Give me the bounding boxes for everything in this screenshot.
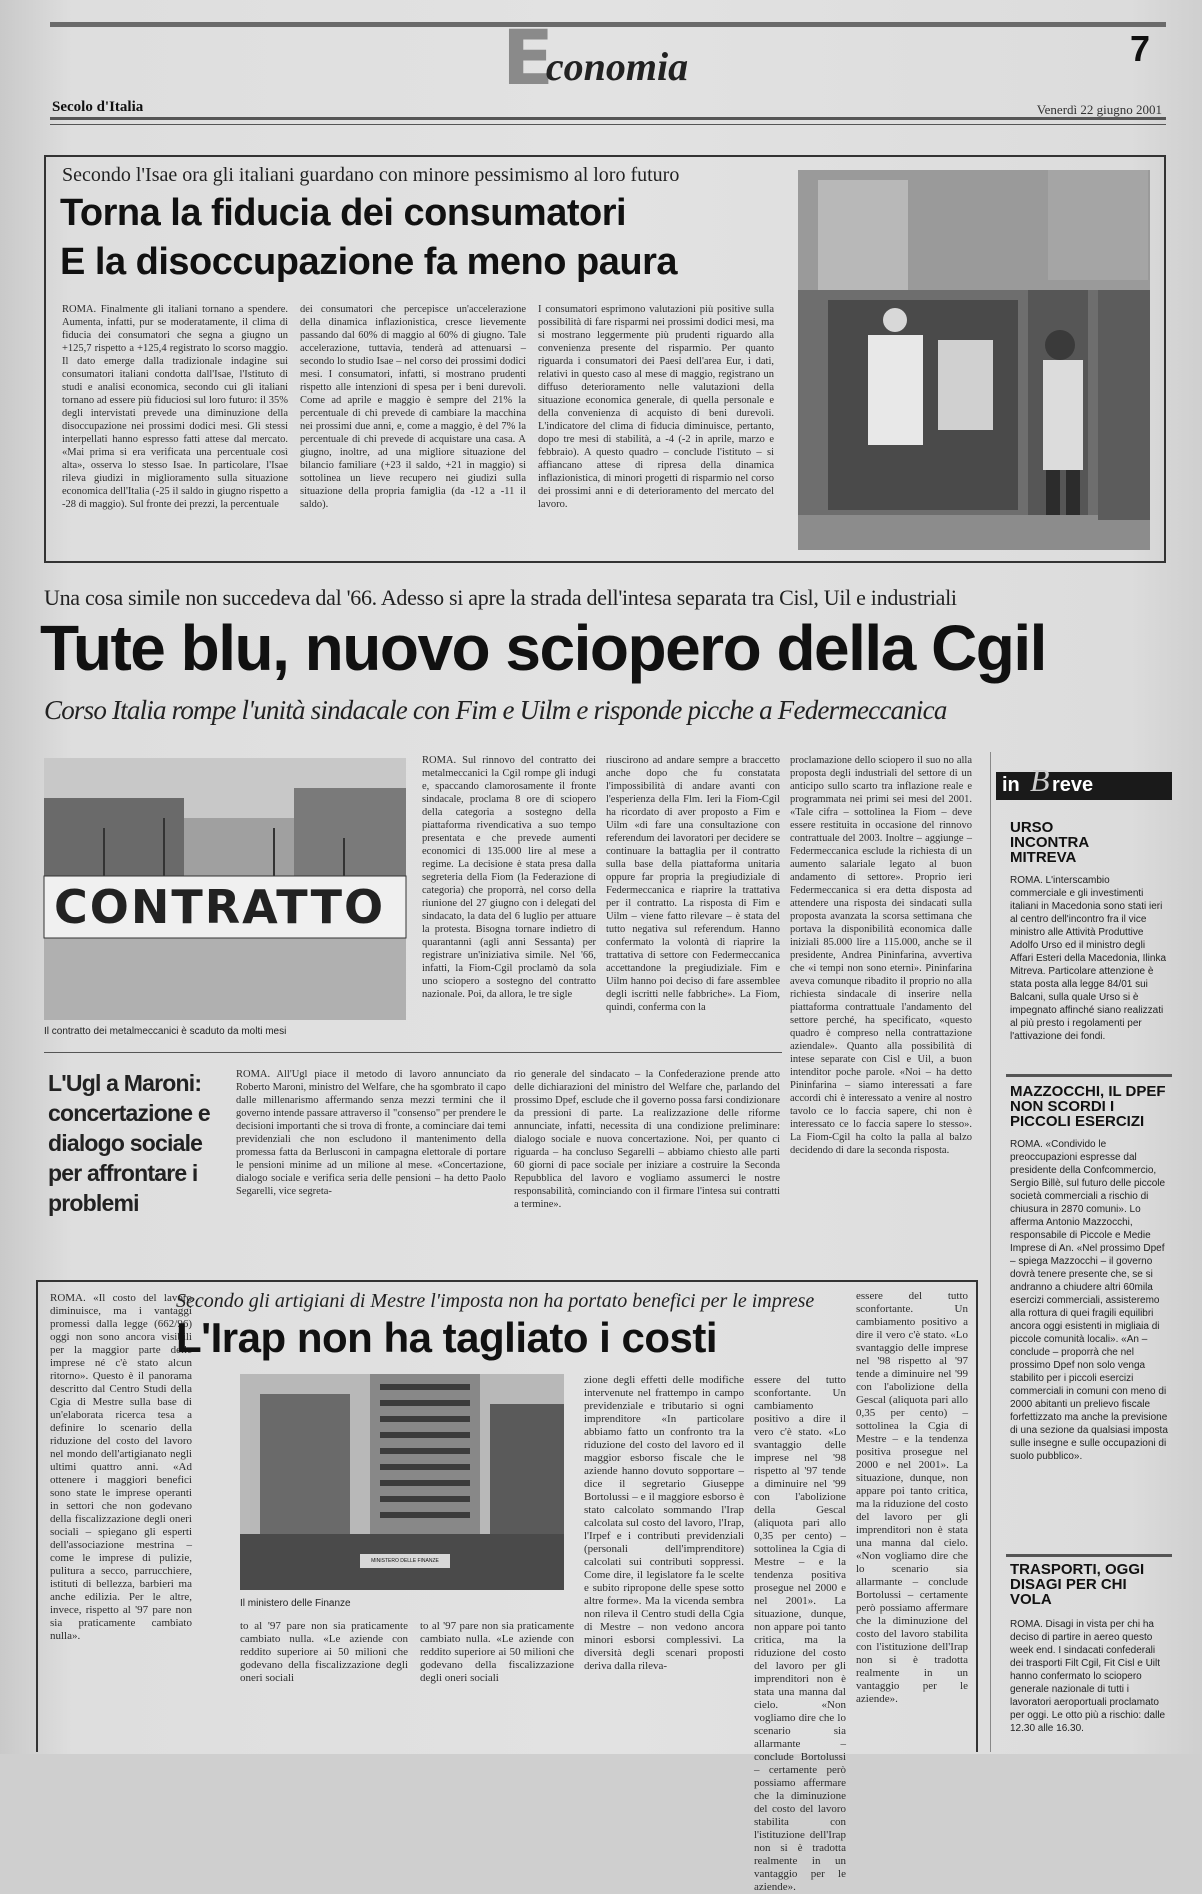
story1-headline-1: Torna la fiducia dei consumatori: [60, 192, 627, 234]
story1-kicker: Secondo l'Isae ora gli italiani guardano con minore pessimismo al loro futuro: [62, 164, 680, 186]
story2-column-3: proclamazione dello sciopero il suo no alla proposta degli industriali del settore di un anticipo sullo scarto tra inflazione reale e programmata nei primi sei mesi del 2001. «Tale cifra – sottolinea la Fiom – deve essere restituita in occasione del rinnovo contrattuale del 2003. Inoltre – aggiunge – Federmeccanica esclude la richiesta di un aumento salariale legato al buon andamento di settore». Proprio ieri Federmeccanica si era detta disposta ad attendere una risposta dei sindacati sulla proposta avanzata la scorsa settimana che portava la disponibilità economica dalle iniziali 85.000 lire a 115.000, anche se il presidente, Andrea Pininfarina, avvertiva che «i tempi non sono eterni». Pininfarina aveva comunque ribadito il proprio no alla richiesta sindacale di inserire nella piattaforma contrattuale l'andamento del settore perché, ha specificato, «questo quadro è compreso nella contrattazione aziendale». Quanto alla possibilità di intese separate con Cisl e Uil, a buon intenditor poche parole. «Noi – ha detto Pininfarina – siamo interessati a fare accordi chi è interessato a venire al nostro tavolo ce lo faccia sapere, chi non è interessato ce lo faccia sapere lo stesso». La Fiom-Cgil ha colto la palla al balzo decidendo di dare la seconda risposta.: [790, 755, 972, 1156]
story4-kicker: Secondo gli artigiani di Mestre l'imposta non ha portato benefici per le imprese: [176, 1290, 815, 1312]
story1-column-3: I consumatori esprimono valutazioni più positive sulla possibilità di fare risparmi nei prossimi dodici mesi, ma si mostrano leggermente più prudenti riguardo alla convenienza presente del risparmio. Per quanto riguarda i consumatori dei Paesi dell'area Eur, i dati, relativi in questo caso al mese di maggio, registrano un diffuso deterioramento nelle valutazioni della situazione economica generale, di quella personale e della convenienza di acquisto di beni durevoli. L'indicatore del clima di fiducia diminuisce, pertanto, dopo tre mesi di stabilità, a -4 (-2 in aprile, marzo e febbraio). A questo quadro – conclude l'istituto – si affiancano attese di ripresa della dinamica inflazionistica, di minori progetti di risparmio nel corso dei prossimi anni e di deterioramento del mercato del lavoro.: [538, 304, 774, 510]
shop-window-photo: [798, 170, 1150, 550]
brevi-left-rule: [990, 752, 991, 1752]
brevi-item-1-body: ROMA. L'interscambio commerciale e gli investimenti italiani in Macedonia sono stati ieri al centro dell'incontro fra il vice ministro alle Attività Produttive Adolfo Urso ed il ministro degli Affari Esteri della Macedonia, Ilinka Mitreva. Particolare attenzione è stata posta alla legge 84/01 sui Balcani, sulla quale Urso si è impegnato affinché siano realizzati al più presto i regolamenti per l'attivazione dei fondi.: [1010, 875, 1167, 1042]
story4-headline: L'Irap non ha tagliato i costi: [176, 1314, 718, 1361]
story2-headline: Tute blu, nuovo sciopero della Cgil: [40, 612, 1046, 684]
story1-column-1: ROMA. Finalmente gli italiani tornano a spendere. Aumenta, infatti, pur se moderatamente, il clima di fiducia dei consumatori che segna a giugno un +125,7 rispetto a +125,4 registrato lo scorso maggio. Il dato emerge dalla tradizionale indagine sui consumatori italiani condotta dall'Isae, l'Istituto di studi e analisi economica, secondo cui gli italiani tornano ad essere più fiduciosi sul loro futuro: il 35% degli intervistati prevede una diminuzione della disoccupazione nei prossimi dodici mesi. Gli stessi interpellati hanno espresso fatti attese dal mercato. «Mai prima si era verificata una percentuale così alta», osserva lo stesso Isae. In particolare, l'Isae rileva giudizi in miglioramento sulla situazione economica dell'Italia (-25 il saldo in giugno rispetto a -28 di maggio). Sul fronte dei prezzi, la percentuale: [62, 304, 288, 510]
brevi-item-1-headline: URSO INCONTRA MITREVA: [1010, 819, 1089, 866]
story3-column-1: ROMA. All'Ugl piace il metodo di lavoro annunciato da Roberto Maroni, ministro del Welfare, che ha sgombrato il capo dalle millenarismo affermando senza mezzi termini che il governo intende passare attraverso il "consenso" per prendere le decisioni importanti che si trova di fronte, a cominciare dai temi previdenziali che non escludono il mantenimento della promessa fatta da Berlusconi in campagna elettorale di portare le pensioni minime ad un milione al mese. «Concertazione, dialogo sociale e verifica seria delle pensioni – ha detto Paolo Segarelli, vice segreta-: [236, 1069, 506, 1197]
protest-banner-text: CONTRATTO: [54, 880, 386, 934]
story4-column-c: essere del tutto sconfortante. Un cambiamento positivo a dire il vero c'è stato. «Lo svantaggio delle imprese nel '98 rispetto al '97 tende a diminuire nel '99 con l'abolizione della Gescal (aliquota pari allo 0,35 per cento) – sottolinea la Cgia di Mestre – e la tendenza positiva prosegue nel 2000 e nel 2001». La situazione, dunque, non appare poi tanto critica, ma la riduzione del costo del lavoro per gli imprenditori non è stata una manna dal cielo. «Non vogliamo dire che lo scenario sia allarmante – conclude Bortolussi – certamente però possiamo affermare che la diminuzione del costo del lavoro stabilita con l'istituzione dell'Irap non si è tradotta realmente in un vantaggio per le aziende».: [856, 1290, 968, 1705]
brevi-item-3-body: ROMA. Disagi in vista per chi ha deciso di partire in aereo questo week end. I sindacati confederali dei trasporti Filt Cgil, Fit Cisl e Uilt hanno confermato lo sciopero generale nazionale di tutti i lavoratori aeroportuali proclamato per oggi. Le otto più a rischio: dalle 12.30 alle 16.30.: [1010, 1619, 1166, 1734]
brevi-item-3-headline: TRASPORTI, OGGI DISAGI PER CHI VOLA: [1010, 1561, 1145, 1608]
story2-column-1: ROMA. Sul rinnovo del contratto dei metalmeccanici la Cgil rompe gli indugi e, spaccando clamorosamente il fronte sindacale, proclama 8 ore di sciopero della categoria a sostegno della piattaforma rivendicativa a suo tempo presentata e che prevede aumenti economici di 135.000 lire al mese a regime. La decisione è stata presa dalla segreteria della Fiom (la Federazione di categoria) che proporrà, nel corso della riunione del 27 giugno con i delegati del sindacato, la data del 6 luglio per attuare la protesta. Bisogna tornare indietro di quarantanni (agli anni Sessanta) per registrare un'iniziativa simile. Nel '66, infatti, la Fiom-Cgil proclamò da sola uno sciopero a sostegno del contratto nazionale. Poi, da allora, le tre sigle: [422, 755, 596, 1000]
ministry-sign-text: MINISTERO DELLE FINANZE: [371, 1558, 439, 1564]
brevi-title: [996, 762, 1172, 800]
protest-photo-caption: Il contratto dei metalmeccanici è scaduto da molti mesi: [44, 1026, 287, 1037]
story2-subhead: Corso Italia rompe l'unità sindacale con Fim e Uilm e risponde picche a Federmeccanica: [44, 695, 947, 725]
story4-column-b-right: zione degli effetti delle modifiche intervenute nel frattempo in campo previdenziale e tributario si ogni imprenditore «In particolare abbiamo fatto un confronto tra la riduzione del costo del lavoro ed il maggior esborso fiscale che le aziende hanno dovuto sopportare – dice il segretario Giuseppe Bortolussi – e il maggiore esborso è stato calcolato sommando l'Irap calcolata sul costo del lavoro, l'Irap, l'Irpef e i contributi previdenziali (personali dell'imprenditore) calcolati sui contributi soppressi. Come dire, il legislatore fa le scelte e subito ripropone delle spese sotto altre forme». Ma la vicenda sembra non rileva il Centro studi della Cgia di Mestre – non vedono ancora minori esborsi complessivi. La diversità degli scenari proposti deriva dalla rileva-: [584, 1374, 744, 1672]
brevi-sidebar: [996, 752, 1172, 1752]
story1-column-2: dei consumatori che percepisce un'accelerazione della dinamica inflazionistica, cresce lievemente passando dal 60% di maggio al 60% di giugno. Tale accelerazione, tuttavia, tenderà ad attenuarsi – secondo lo studio Isae – nel corso dei prossimi dodici mesi. I consumatori, infatti, si mostrano prudenti rispetto alle intenzioni di spesa per i beni durevoli. Come ad aprile e maggio è sempre del 21% la percentuale di chi prevede di cambiare la macchina nei prossimi due anni, e, come a maggio, è del 7% la percentuale di chi prevede di acquistare una casa. A giugno, inoltre, ad una migliore situazione del bilancio familiare (+23 il saldo, +21 in maggio) si sottolinea un lieve recupero nei giudizi sulla situazione della propria famiglia (da -12 a -11 il saldo).: [300, 304, 526, 510]
brevi-item-2-body: ROMA. «Condivido le preoccupazioni espresse dal presidente della Confcommercio, Sergio Billè, sul futuro delle piccole società commerciali a rischio di chiusura in 2870 comuni». Lo afferma Antonio Mazzocchi, responsabile di Piccole e Medie Imprese di An. «Nel prossimo Dpef – spiega Mazzocchi – il governo dovrà tenere presente che, se si andranno a chiudere altri 60mila esercizi commerciali, assisteremo alla rottura di quei fragili equilibri ancora oggi esistenti in migliaia di piccole comunità locali». «An – conclude – proporrà che nel prossimo Dpef non solo venga stabilito per i piccoli esercizi commerciali in comuni con meno di 2000 abitanti un prelievo fiscale forfettizzato ma anche la previsione di una sezione da qualsiasi imposta sulle insegne e sulle occupazioni di suolo pubblico».: [1010, 1139, 1168, 1462]
story1-headline-2: E la disoccupazione fa meno paura: [60, 241, 677, 283]
brevi-divider-1: [1006, 1074, 1172, 1077]
brevi-title-rest: reve: [1052, 774, 1094, 796]
masthead: Secolo d'Italia: [52, 99, 144, 115]
story4-left-column: ROMA. «Il costo del lavoro diminuisce, ma i vantaggi promessi dalla legge (662/96) oggi non sono ancora visibili per la maggior parte delle imprese né c'è stato alcun ritorno». Questo è il panorama descritto dal Centro Studi della Cgia di Mestre sulla base di un'elaborata ricerca tesa a definire lo scenario della riduzione del costo del lavoro nel mondo dell'artigianato negli ultimi quattro anni. «Ad ottenere i maggiori benefici sono state le imprese operanti in settori che non godevano della fiscalizzazione degli oneri sociali – spiegano gli esperti dell'associazione mestrina – come le imprese di pulizie, pulitura a secco, parrucchiere, istituti di bellezza, barbieri ma anche edilizia. Per le altre, invece, rispetto al '97 pare non sia praticamente cambiato nulla».: [50, 1292, 192, 1642]
page-number: 7: [1130, 28, 1151, 69]
story2-kicker: Una cosa simile non succedeva dal '66. Adesso si apre la strada dell'intesa separata tra Cisl, Uil e industriali: [44, 585, 957, 610]
header-bottom-rule-thin: [50, 124, 1166, 125]
ministry-photo: [240, 1374, 564, 1590]
section-initial: E: [502, 13, 554, 102]
brevi-item-2-headline: MAZZOCCHI, IL DPEF NON SCORDI I PICCOLI ESERCIZI: [1010, 1083, 1166, 1130]
story4-column-d: essere del tutto sconfortante. Un cambiamento positivo a dire il vero c'è stato. «Lo svantaggio delle imprese nel '98 rispetto al '97 tende a diminuire nel '99 con l'abolizione della Gescal (aliquota pari allo 0,35 per cento) – sottolinea la Cgia di Mestre – e la tendenza positiva prosegue nel 2000 e nel 2001». La situazione, dunque, non appare poi tanto critica, ma la riduzione del costo del lavoro per gli imprenditori non è stata una manna dal cielo. «Non vogliamo dire che lo scenario sia allarmante – conclude Bortolussi – certamente però possiamo affermare che la diminuzione del costo del lavoro stabilita con l'istituzione dell'Irap non si è tradotta realmente in un vantaggio per le aziende».: [754, 1374, 846, 1893]
section-rest: conomia: [545, 44, 689, 89]
brevi-title-b: B: [1030, 762, 1050, 798]
story4-column-b2: to al '97 pare non sia praticamente cambiato nulla. «Le aziende con reddito superiore ai 50 milioni che godevano della fiscalizzazione degli oneri sociali: [420, 1620, 574, 1684]
story2-column-2: riuscirono ad andare sempre a braccetto anche dopo che fu constatata l'impossibilità di andare avanti con l'esperienza della Flm. Ieri la Fiom-Cgil ha ricordato di aver proposto a Fim e Uilm «di fare una consultazione con referendum dei lavoratori per decidere se continuare la battaglia per il contratto sulla base della piattaforma unitaria oppure far propria la pregiudiziale di Federmeccanica e riaprire la trattativa per il contratto. La risposta di Fim e Uilm – viene fatto rilevare – è stata del tutto negativa sul referendum. Hanno confermato la volontà di riaprire la trattativa di settore con Federmeccanica accettandone la pregiudiziale. Fim e Uilm hanno poi deciso di fare assemblee degli iscritti nelle fabbriche». La Fiom, quindi, conferma con la: [606, 755, 780, 1013]
shop-window-illustration: [798, 170, 1150, 550]
story3-top-rule: [44, 1052, 782, 1053]
section-title: [502, 13, 689, 102]
brevi-title-in: in: [1002, 774, 1020, 796]
protest-photo: [44, 758, 406, 1020]
issue-date: Venerdì 22 giugno 2001: [1036, 102, 1162, 117]
ministry-photo-caption: Il ministero delle Finanze: [240, 1598, 351, 1609]
header-bottom-rule: [50, 117, 1166, 120]
brevi-divider-2: [1006, 1554, 1172, 1557]
story3-column-2: rio generale del sindacato – la Confederazione prende atto delle dichiarazioni del ministro del Welfare che, parlando del prossimo Dpef, esclude che il governo possa farsi condizionare da pressioni di parte. La realizzazione delle riforme annunciate, infatti, necessita di una condizione preliminare: dialogo sociale e nuova concertazione. Noi, per quanto ci riguarda – ha concluso Segarelli – abbiamo chiesto alle parti 60 giorni di pace sociale per iniziare a costruire la Seconda Repubblica del lavoro e vogliamo assumerci le nostre responsabilità, cominciando con il firmare l'intesa sui contratti a termine».: [514, 1069, 780, 1210]
story4-column-a: to al '97 pare non sia praticamente cambiato nulla. «Le aziende con reddito superiore ai 50 milioni che godevano della fiscalizzazione degli oneri sociali: [240, 1620, 408, 1684]
story3-headline: L'Ugl a Maroni: concertazione e dialogo sociale per affrontare i problemi: [48, 1070, 210, 1216]
